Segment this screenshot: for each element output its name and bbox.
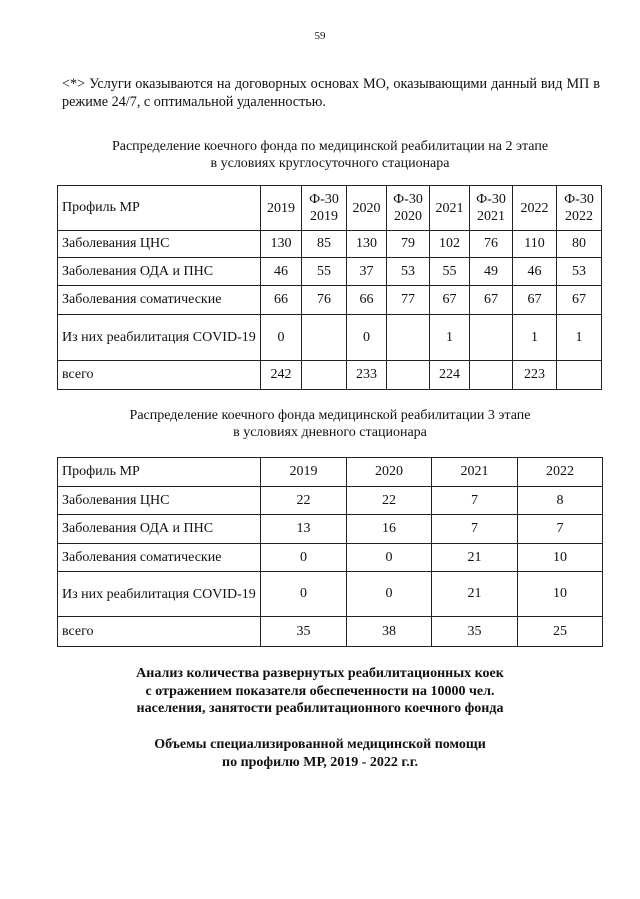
section-heading-analysis: [40, 665, 600, 718]
table-row: [58, 544, 603, 572]
table1-caption-line2: в условиях круглосуточного стационара: [210, 156, 450, 171]
cell: 0: [261, 315, 302, 361]
table1-header-f30-2020: Ф-30 2020: [387, 186, 430, 231]
cell: 0: [261, 572, 347, 617]
table1-header-f30-2021: Ф-30 2021: [470, 186, 513, 231]
table2-header-2020: 2020: [347, 458, 432, 487]
cell: [557, 361, 602, 390]
cell: 7: [432, 515, 518, 544]
footnote: <*> Услуги оказываются на договорных основах МО, оказывающими данный вид МП в режиме 24/7, с оптимальной удаленностью.: [62, 76, 600, 110]
table2-caption: [50, 407, 610, 441]
cell: 76: [470, 231, 513, 258]
table1-caption-line1: Распределение коечного фонда по медицинской реабилитации на 2 этапе: [111, 139, 549, 154]
row-label: Заболевания соматические: [58, 286, 261, 315]
cell: 67: [557, 286, 602, 315]
table2-header-profile: Профиль МР: [58, 458, 261, 487]
cell: 102: [430, 231, 470, 258]
cell: 66: [347, 286, 387, 315]
cell: 1: [430, 315, 470, 361]
table2-caption-line2: в условиях дневного стационара: [233, 425, 427, 440]
cell: 67: [470, 286, 513, 315]
table-row: [58, 258, 602, 286]
table1-caption: [50, 138, 610, 172]
table1-header-f30-2022: Ф-30 2022: [557, 186, 602, 231]
cell: 13: [261, 515, 347, 544]
cell: 49: [470, 258, 513, 286]
table2-header-row: [58, 458, 603, 487]
heading-line: населения, занятости реабилитационного коечного фонда: [136, 701, 504, 716]
cell: 53: [387, 258, 430, 286]
section-heading-volumes: [40, 736, 600, 771]
cell: [470, 315, 513, 361]
heading-line: с отражением показателя обеспеченности на 10000 чел.: [145, 683, 495, 699]
page-number: 59: [314, 30, 326, 42]
cell: 1: [557, 315, 602, 361]
row-label: Заболевания соматические: [58, 544, 261, 572]
cell: 35: [261, 617, 347, 647]
table1-header-profile: Профиль МР: [58, 186, 261, 231]
table-row: [58, 617, 603, 647]
cell: 7: [432, 487, 518, 515]
cell: 0: [347, 315, 387, 361]
table1-header-row: [58, 186, 602, 231]
cell: 22: [261, 487, 347, 515]
cell: 10: [518, 572, 603, 617]
cell: 55: [302, 258, 347, 286]
table1-header-2021: 2021: [430, 186, 470, 231]
cell: 76: [302, 286, 347, 315]
heading-line: по профилю МР, 2019 - 2022 г.г.: [222, 754, 418, 770]
cell: 233: [347, 361, 387, 390]
cell: [387, 315, 430, 361]
cell: 35: [432, 617, 518, 647]
heading-line: Объемы специализированной медицинской помощи: [154, 737, 486, 752]
cell: 130: [261, 231, 302, 258]
cell: 224: [430, 361, 470, 390]
cell: 21: [432, 544, 518, 572]
cell: 110: [513, 231, 557, 258]
cell: 223: [513, 361, 557, 390]
row-label: Заболевания ЦНС: [58, 231, 261, 258]
cell: 8: [518, 487, 603, 515]
row-label: всего: [58, 617, 261, 647]
cell: 67: [430, 286, 470, 315]
cell: 66: [261, 286, 302, 315]
cell: 22: [347, 487, 432, 515]
cell: 53: [557, 258, 602, 286]
table1-header-2020: 2020: [347, 186, 387, 231]
cell: 130: [347, 231, 387, 258]
cell: 55: [430, 258, 470, 286]
cell: 242: [261, 361, 302, 390]
table1-header-f30-2019: Ф-30 2019: [302, 186, 347, 231]
cell: 38: [347, 617, 432, 647]
table-row: [58, 286, 602, 315]
row-label: Заболевания ЦНС: [58, 487, 261, 515]
cell: 21: [432, 572, 518, 617]
table1-header-2022: 2022: [513, 186, 557, 231]
row-label: всего: [58, 361, 261, 390]
table-row: [58, 515, 603, 544]
cell: 16: [347, 515, 432, 544]
cell: 46: [513, 258, 557, 286]
row-label: Из них реабилитация COVID-19: [58, 315, 261, 361]
cell: [470, 361, 513, 390]
cell: [302, 315, 347, 361]
cell: 79: [387, 231, 430, 258]
cell: 67: [513, 286, 557, 315]
cell: [387, 361, 430, 390]
cell: 77: [387, 286, 430, 315]
cell: 1: [513, 315, 557, 361]
table2-header-2021: 2021: [432, 458, 518, 487]
cell: 85: [302, 231, 347, 258]
cell: [302, 361, 347, 390]
table-round-the-clock-beds: [57, 185, 602, 390]
cell: 10: [518, 544, 603, 572]
table-row: [58, 315, 602, 361]
table-row: [58, 572, 603, 617]
cell: 25: [518, 617, 603, 647]
row-label: Заболевания ОДА и ПНС: [58, 515, 261, 544]
cell: 7: [518, 515, 603, 544]
table2-header-2022: 2022: [518, 458, 603, 487]
table-row: [58, 487, 603, 515]
table-day-hospital-beds: [57, 457, 603, 647]
table2-header-2019: 2019: [261, 458, 347, 487]
table-row: [58, 231, 602, 258]
table-row: [58, 361, 602, 390]
cell: 0: [261, 544, 347, 572]
table1-header-2019: 2019: [261, 186, 302, 231]
row-label: Из них реабилитация COVID-19: [58, 572, 261, 617]
cell: 46: [261, 258, 302, 286]
cell: 80: [557, 231, 602, 258]
heading-line: Анализ количества развернутых реабилитационных коек: [136, 666, 504, 681]
cell: 0: [347, 572, 432, 617]
row-label: Заболевания ОДА и ПНС: [58, 258, 261, 286]
cell: 0: [347, 544, 432, 572]
cell: 37: [347, 258, 387, 286]
table2-caption-line1: Распределение коечного фонда медицинской реабилитации 3 этапе: [129, 408, 531, 423]
